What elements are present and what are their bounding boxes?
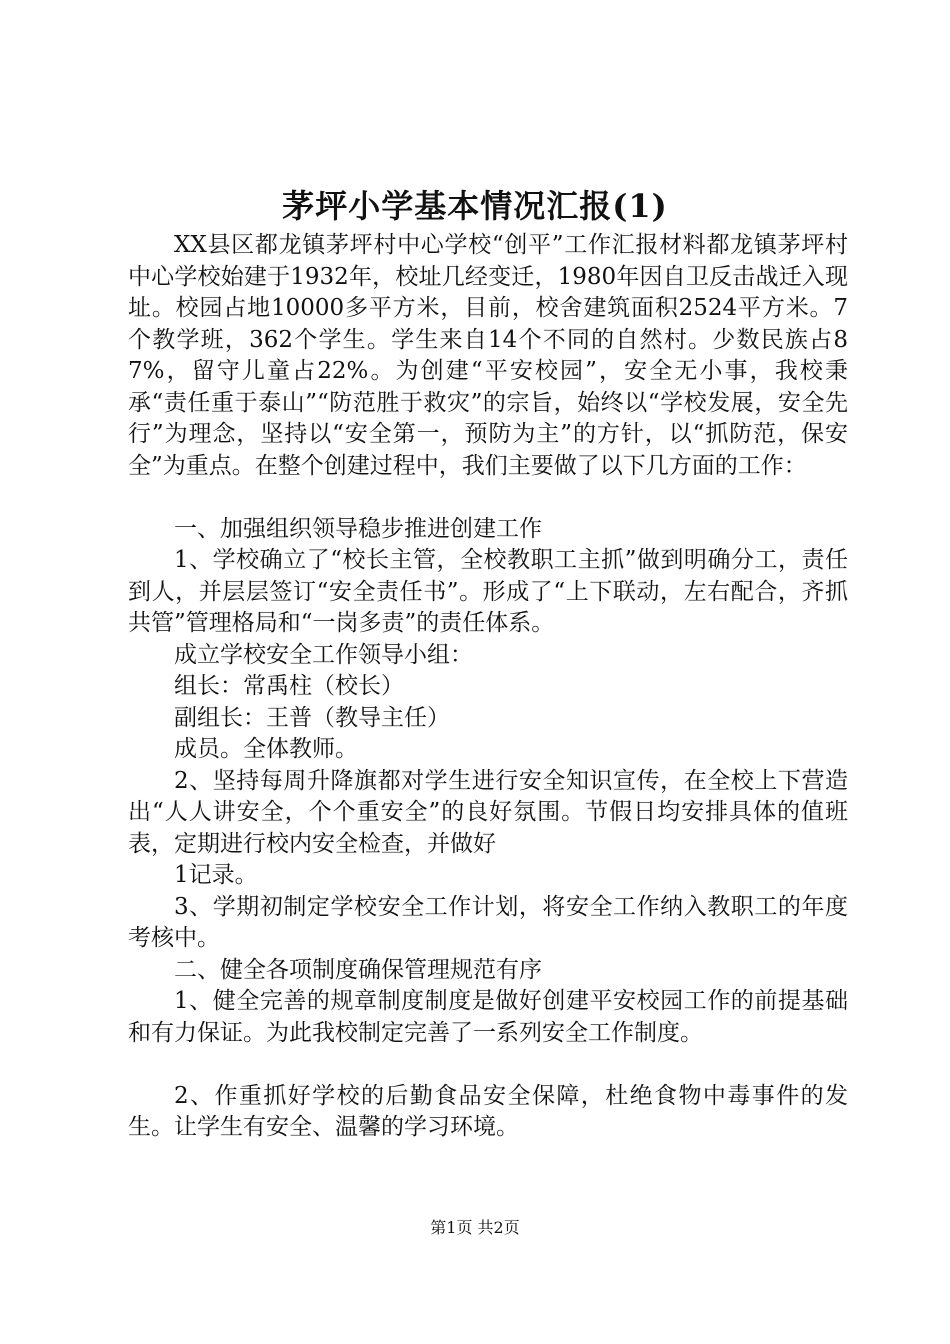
paragraph-gap bbox=[128, 1049, 848, 1081]
section-heading-1: 一、加强组织领导稳步推进创建工作 bbox=[174, 515, 542, 542]
deputy-group-leader: 副组长：王普（教导主任） bbox=[174, 704, 450, 731]
section-heading-2: 二、健全各项制度确保管理规范有序 bbox=[174, 956, 542, 983]
section-1-item-3: 3、学期初制定学校安全工作计划，将安全工作纳入教职工的年度考核中。 bbox=[128, 893, 848, 951]
page-title: 茅坪小学基本情况汇报(1) bbox=[282, 187, 668, 225]
paragraph-gap bbox=[128, 482, 848, 514]
group-members: 成员。全体教师。 bbox=[174, 736, 358, 762]
document-body bbox=[128, 230, 848, 1144]
section-1-item-2-continued: 1记录。 bbox=[174, 862, 258, 888]
group-leader: 组长：常禹柱（校长） bbox=[174, 673, 404, 699]
intro-paragraph: XX县区都龙镇茅坪村中心学校“创平”工作汇报材料都龙镇茅坪村中心学校始建于1932年，校址几经变迁，1980年因自卫反击战迁入现址。校园占地10000多平方米，目前，校舍建筑面积2524平方米。7个教学班，362个学生。学生来自14个不同的自然村。少数民族占87%，留守儿童占22%。为创建“平安校园”，安全无小事，我校秉承“责任重于泰山”“防范胜于救灾”的宗旨，始终以“学校发展，安全先行”为理念，坚持以“安全第一，预防为主”的方针，以“抓防范，保安全”为重点。在整个创建过程中，我们主要做了以下几方面的工作： bbox=[128, 232, 848, 479]
section-2-item-1: 1、健全完善的规章制度制度是做好创建平安校园工作的前提基础和有力保证。为此我校制定完善了一系列安全工作制度。 bbox=[128, 988, 848, 1046]
section-1-item-1: 1、学校确立了“校长主管，全校教职工主抓”做到明确分工，责任到人，并层层签订“安全责任书”。形成了“上下联动，左右配合，齐抓共管”管理格局和“一岗多责”的责任体系。 bbox=[128, 547, 848, 636]
section-2-item-2: 2、作重抓好学校的后勤食品安全保障，杜绝食物中毒事件的发生。让学生有安全、温馨的学习环境。 bbox=[128, 1082, 848, 1140]
page-footer: 第1页 共2页 bbox=[430, 1218, 520, 1237]
section-1-item-2: 2、坚持每周升降旗都对学生进行安全知识宣传，在全校上下营造出“人人讲安全，个个重安全”的良好氛围。节假日均安排具体的值班表，定期进行校内安全检查，并做好 bbox=[128, 767, 848, 857]
leadership-group-heading: 成立学校安全工作领导小组： bbox=[174, 641, 473, 668]
